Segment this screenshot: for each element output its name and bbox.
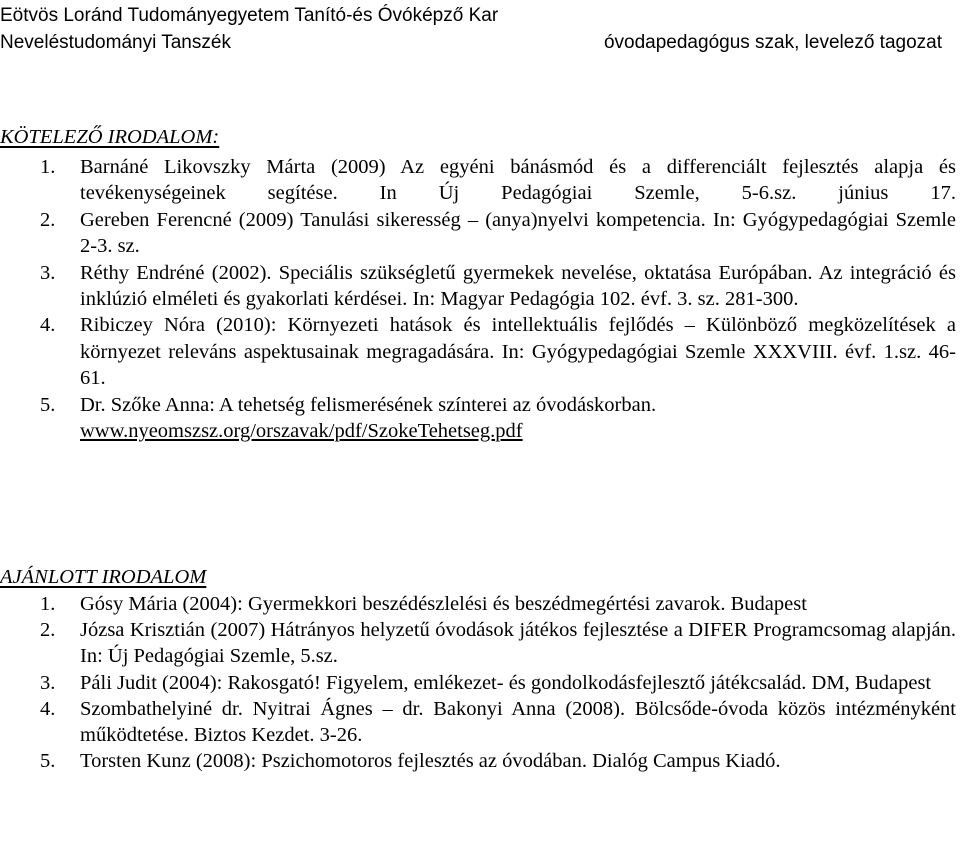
list-item (0, 207, 956, 260)
item-text: Ribiczey Nóra (2010): Környezeti hatások és intellektuális fejlődés – Különböző megközelítések a környezet releváns aspektusainak megragadására. In: Gyógypedagógiai Szemle XXXVIII. évf. 1.sz. 46-61. (80, 314, 956, 390)
recommended-reading-title: AJÁNLOTT IRODALOM (0, 566, 207, 588)
required-reading-title: KÖTELEZŐ IRODALOM: (0, 126, 220, 148)
item-text: Gósy Mária (2004): Gyermekkori beszédészlelési és beszédmegértési zavarok. Budapest (80, 593, 807, 615)
item-text: Torsten Kunz (2008): Pszichomotoros fejlesztés az óvodában. Dialóg Campus Kiadó. (80, 750, 781, 773)
header-line-2 (0, 29, 960, 56)
header-line-1 (0, 2, 960, 29)
list-item (0, 696, 956, 748)
item-number: 5. (40, 750, 56, 773)
item-number: 4. (40, 697, 56, 720)
list-item (0, 154, 956, 207)
list-item (0, 312, 956, 391)
department-name: Neveléstudományi Tanszék (0, 32, 231, 53)
program-name: óvodapedagógus szak, levelező tagozat (603, 32, 942, 53)
item-text: Páli Judit (2004): Rakosgató! Figyelem, emlékezet- és gondolkodásfejlesztő játékcsalád. DM, Budapest (80, 671, 932, 694)
pdf-link[interactable]: www.nyeomszsz.org/orszavak/pdf/SzokeTehetseg.pdf (80, 420, 523, 443)
list-item (0, 392, 956, 445)
item-number: 2. (40, 208, 56, 231)
page-header (0, 2, 960, 56)
recommended-reading-list (0, 591, 956, 774)
item-number: 3. (40, 671, 56, 694)
list-item (0, 748, 956, 774)
item-number: 1. (40, 156, 56, 178)
list-item (0, 617, 956, 669)
item-text: Dr. Szőke Anna: A tehetség felismerésének színterei az óvodáskorban. (80, 393, 657, 416)
item-number: 4. (40, 314, 56, 337)
item-number: 2. (40, 619, 56, 642)
list-item (0, 591, 956, 617)
item-text: Barnáné Likovszky Márta (2009) Az egyéni bánásmód és a differenciált fejlesztés alapja és tevékenységeinek segítése. In Új Pedagógiai Szemle, 5-6.sz. június 17. (80, 156, 956, 205)
item-number: 5. (40, 393, 56, 416)
list-item (0, 670, 956, 696)
required-reading-list (0, 154, 956, 444)
item-text: Réthy Endréné (2002). Speciális szükségletű gyermekek nevelése, oktatása Európában. Az integráció és inklúzió elméleti és gyakorlati kérdései. In: Magyar Pedagógia 102. évf. 3. sz. 281-300. (80, 261, 956, 311)
item-text: Józsa Krisztián (2007) Hátrányos helyzetű óvodások játékos fejlesztése a DIFER Programcsomag alapján. In: Új Pedagógiai Szemle, 5.sz. (80, 619, 956, 668)
item-number: 3. (40, 261, 56, 284)
university-name: Eötvös Loránd Tudományegyetem Tanító-és Óvóképző Kar (0, 5, 499, 26)
item-text: Szombathelyiné dr. Nyitrai Ágnes – dr. Bakonyi Anna (2008). Bölcsőde-óvoda közös intézményként működtetése. Biztos Kezdet. 3-26. (80, 697, 956, 747)
item-text: Gereben Ferencné (2009) Tanulási sikeresség – (anya)nyelvi kompetencia. In: Gyógypedagógiai Szemle 2-3. sz. (80, 208, 956, 258)
item-number: 1. (40, 593, 56, 615)
list-item (0, 260, 956, 313)
